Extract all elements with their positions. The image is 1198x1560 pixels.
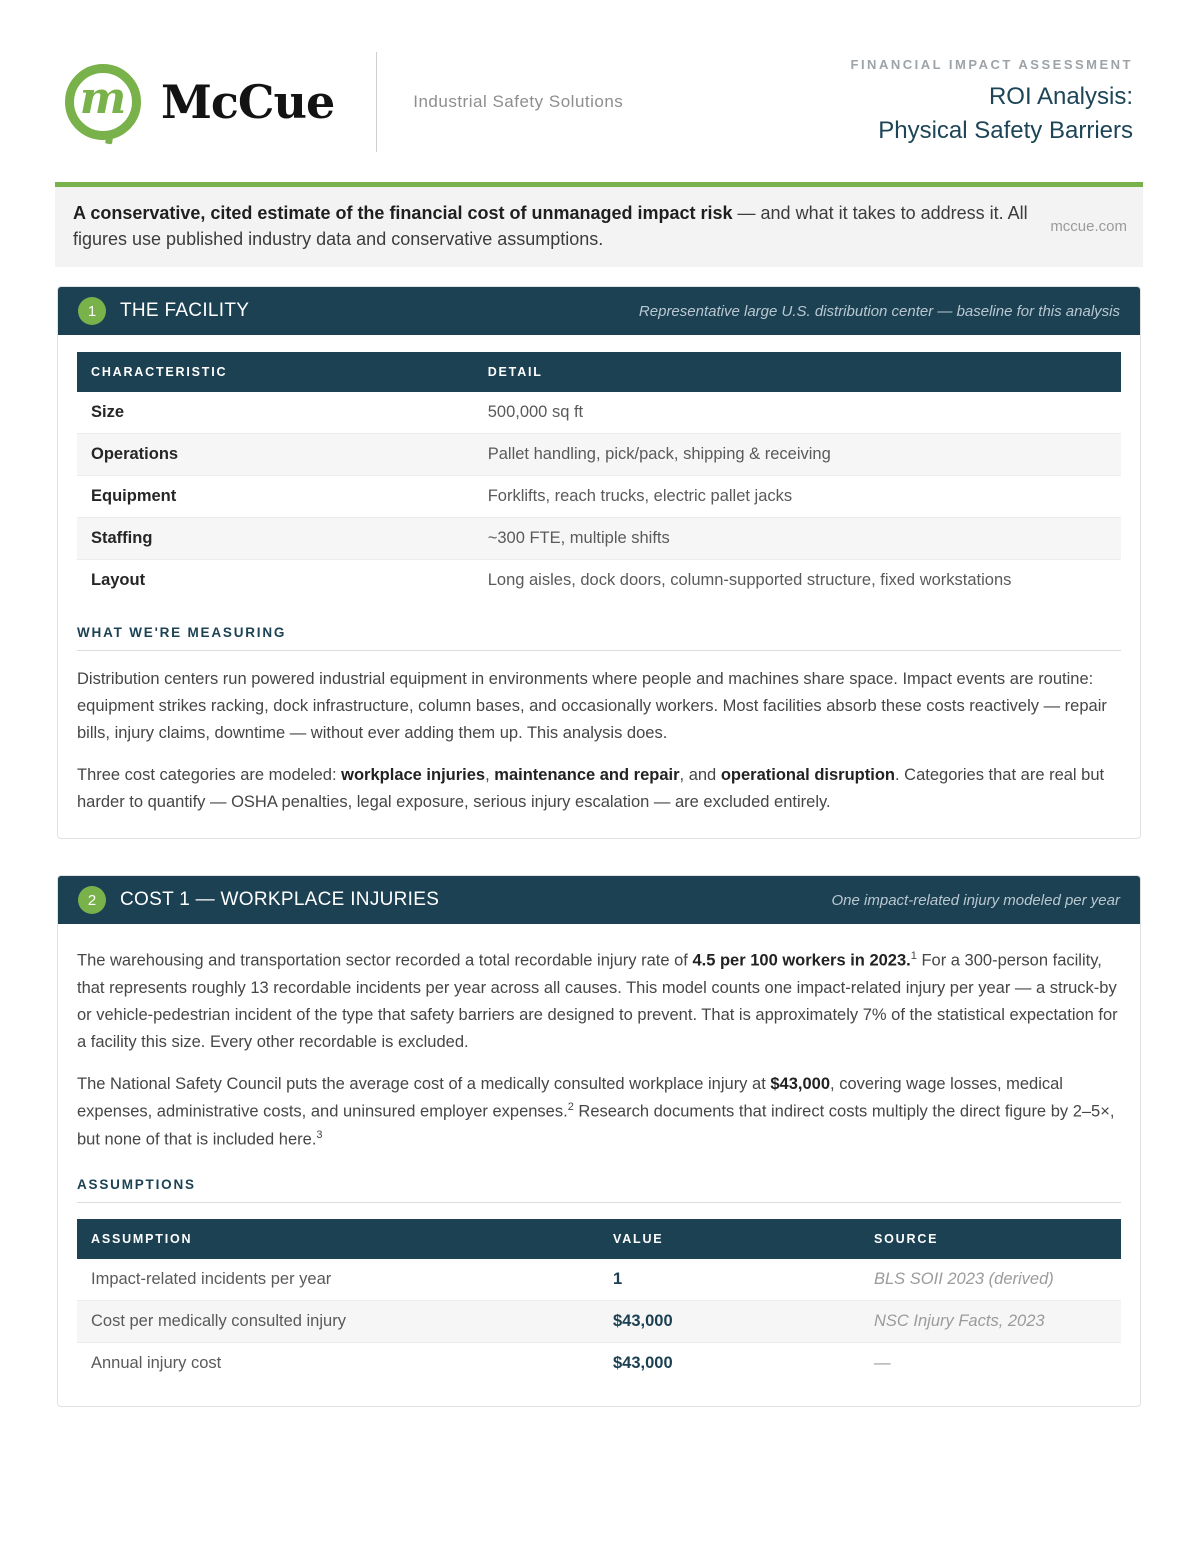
header-divider	[376, 52, 377, 152]
masthead	[0, 0, 1198, 168]
section1-body	[58, 335, 1140, 838]
bold-run: $43,000	[770, 1075, 831, 1094]
source-cell: —	[860, 1343, 1121, 1385]
intro-text	[73, 200, 1030, 252]
text-run: Research documents that indirect costs multiply the direct figure by 2–5×, but none of that is included here.	[77, 1102, 1115, 1149]
logo-m-glyph: m	[79, 73, 127, 124]
bold-run: 4.5 per 100 workers in 2023.	[692, 951, 911, 970]
text-run: The warehousing and transportation sector recorded a total recordable injury rate of	[77, 951, 693, 970]
assumption-cell: Impact-related incidents per year	[91, 1270, 332, 1289]
intro-lead-bold: A conservative, cited estimate of the financial cost of unmanaged impact risk	[73, 203, 733, 223]
assumptions-col-source: SOURCE	[860, 1219, 1121, 1259]
logo-stem	[105, 130, 114, 144]
bold-run: operational disruption	[720, 766, 895, 785]
bold-run: workplace injuries	[341, 766, 486, 785]
section-card-facility	[57, 286, 1141, 839]
masthead-kicker: FINANCIAL IMPACT ASSESSMENT	[850, 57, 1133, 73]
intro-banner	[55, 182, 1143, 267]
assumptions-table	[77, 1219, 1121, 1384]
table-row	[77, 434, 1121, 476]
source-cell: BLS SOII 2023 (derived)	[874, 1270, 1054, 1289]
bold-run: maintenance and repair	[494, 766, 680, 785]
value-cell: $43,000	[599, 1301, 860, 1343]
injuries-paragraph-1	[77, 947, 1121, 1056]
detail-cell: Forklifts, reach trucks, electric pallet jacks	[474, 476, 1121, 518]
measuring-subhead: WHAT WE'RE MEASURING	[77, 625, 1121, 651]
detail-cell: 500,000 sq ft	[487, 403, 584, 422]
text-run: The National Safety Council puts the average cost of a medically consulted workplace injury at	[77, 1075, 771, 1094]
measuring-paragraph-2	[77, 762, 1121, 816]
facility-table	[77, 352, 1121, 601]
facility-col-characteristic: CHARACTERISTIC	[77, 352, 474, 392]
injuries-paragraph-2	[77, 1071, 1121, 1153]
section2-tagline: One impact-related injury modeled per year	[831, 891, 1120, 909]
detail-cell: ~300 FTE, multiple shifts	[474, 518, 1121, 560]
footnote-marker: 3	[316, 1128, 323, 1141]
characteristic-cell: Layout	[77, 560, 474, 602]
table-row	[77, 1301, 1121, 1343]
assumption-cell: Annual injury cost	[77, 1343, 599, 1385]
detail-cell: Pallet handling, pick/pack, shipping & receiving	[474, 434, 1121, 476]
text-run: . Categories that are real but harder to quantify — OSHA penalties, legal exposure, serious injury escalation — are excluded entirely.	[77, 766, 1105, 812]
characteristic-cell: Operations	[77, 434, 474, 476]
table-row	[77, 392, 1121, 434]
facility-col-detail: DETAIL	[474, 352, 1121, 392]
facility-table-header-row	[77, 352, 1121, 392]
text-run: , and	[679, 766, 721, 785]
characteristic-cell: Equipment	[77, 476, 474, 518]
table-row	[77, 476, 1121, 518]
detail-cell: Long aisles, dock doors, column-supported structure, fixed workstations	[474, 560, 1121, 602]
brand-lockup	[65, 64, 334, 140]
assumptions-col-value: VALUE	[599, 1219, 860, 1259]
section1-header	[58, 287, 1140, 335]
masthead-right	[851, 57, 1134, 146]
mccue-logo-icon	[65, 64, 141, 140]
section2-title: COST 1 — WORKPLACE INJURIES	[120, 889, 440, 911]
characteristic-cell: Staffing	[77, 518, 474, 560]
assumptions-col-assumption: ASSUMPTION	[77, 1219, 599, 1259]
table-row	[77, 518, 1121, 560]
brand-tagline: Industrial Safety Solutions	[413, 92, 624, 111]
section1-title: THE FACILITY	[120, 300, 250, 322]
assumptions-table-header-row	[77, 1219, 1121, 1259]
text-run: Three cost categories are modeled:	[77, 766, 342, 785]
section1-tagline: Representative large U.S. distribution center — baseline for this analysis	[638, 302, 1120, 320]
text-run: , covering wage losses, medical expenses, administrative costs, and uninsured employer expenses.	[77, 1075, 1063, 1121]
value-cell: $43,000	[599, 1343, 860, 1385]
table-row	[77, 1343, 1121, 1385]
assumptions-subhead: ASSUMPTIONS	[77, 1177, 1121, 1203]
site-link[interactable]: mccue.com	[1050, 217, 1127, 235]
table-row	[77, 560, 1121, 602]
assumption-cell: Cost per medically consulted injury	[77, 1301, 599, 1343]
measuring-paragraph-1: Distribution centers run powered industrial equipment in environments where people and machines share space. Impact events are routine: equipment strikes racking, dock infrastructure, column bases, and occasionally workers. Most facilities absorb these costs reactively — repair bills, injury claims, downtime — without ever adding them up. This analysis does.	[77, 670, 1107, 743]
text-run: ,	[485, 766, 495, 785]
masthead-title-line1: ROI Analysis:	[988, 83, 1133, 111]
table-row	[77, 1259, 1121, 1301]
value-cell: 1	[613, 1270, 623, 1289]
masthead-title	[851, 80, 1134, 146]
characteristic-cell: Size	[91, 403, 125, 422]
intro-lead-rest: — and what it takes to address it. All figures use published industry data and conservative assumptions.	[73, 203, 1028, 250]
text-run: For a 300-person facility, that represents roughly 13 recordable incidents per year across all causes. This model counts one impact-related injury per year — a struck-by or vehicle-pedestrian incident of the type that safety barriers are designed to prevent. That is approximately 7% of the statistical expectation for a facility this size. Every other recordable is excluded.	[77, 951, 1118, 1052]
section2-body	[58, 924, 1140, 1406]
footnote-marker: 2	[567, 1101, 574, 1114]
brand-wordmark: McCue	[161, 75, 335, 129]
section2-header	[58, 876, 1140, 924]
section1-number-badge: 1	[78, 297, 106, 325]
section2-number-badge: 2	[78, 886, 106, 914]
masthead-title-line2: Physical Safety Barriers	[878, 116, 1133, 144]
section-card-cost1	[57, 875, 1141, 1407]
source-cell: NSC Injury Facts, 2023	[860, 1301, 1121, 1343]
footnote-marker: 1	[910, 950, 917, 963]
